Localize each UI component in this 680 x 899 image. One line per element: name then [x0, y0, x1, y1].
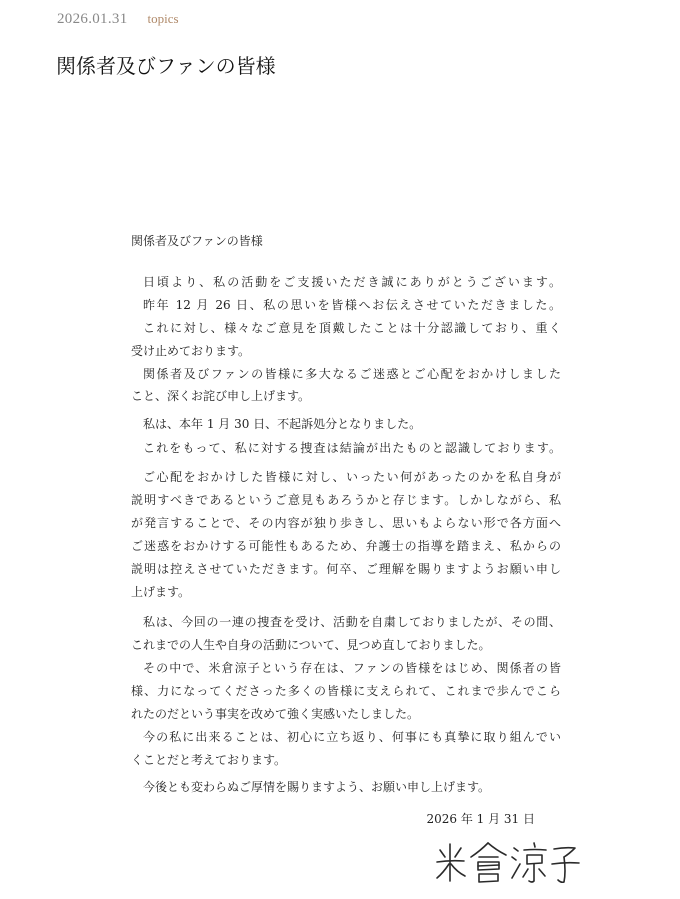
letter-line: 昨年 12 月 26 日、私の思いを皆様へお伝えさせていただきました。: [143, 298, 561, 312]
letter-line: 私は、今回の一連の捜査を受け、活動を自粛しておりましたが、その間、: [143, 615, 561, 629]
letter-line: これに対し、様々なご意見を頂戴したことは十分認識しており、重く: [143, 321, 561, 335]
letter-line: ご迷惑をおかけする可能性もあるため、弁護士の指導を踏まえ、私からの: [131, 539, 561, 553]
letter-line: これをもって、私に対する捜査は結論が出たものと認識しております。: [143, 441, 561, 455]
letter-line: ご心配をおかけした皆様に対し、いったい何があったのかを私自身が: [143, 470, 561, 484]
letter-line: れたのだという事実を改めて強く実感いたしました。: [131, 707, 420, 721]
letter-line: 様、力になってくださった多くの皆様に支えられて、これまで歩んでこら: [131, 684, 561, 698]
post-title: 関係者及びファンの皆様: [56, 54, 276, 78]
letter-date: 2026 年 1 月 31 日: [426, 812, 535, 826]
letter-line: 上げます。: [131, 585, 191, 599]
handwritten-signature: [434, 838, 584, 888]
letter-line: 関係者及びファンの皆様に多大なるご迷惑とご心配をおかけしました: [143, 367, 561, 381]
letter-salutation: 関係者及びファンの皆様: [131, 234, 263, 248]
letter-line: 私は、本年 1 月 30 日、不起訴処分となりました。: [143, 417, 422, 431]
letter-line: 日頃より、私の活動をご支援いただき誠にありがとうございます。: [143, 275, 561, 289]
letter-line: こと、深くお詫び申し上げます。: [131, 389, 311, 403]
post-date: 2026.01.31: [57, 11, 128, 27]
letter-line: 説明は控えさせていただきます。何卒、ご理解を賜りますようお願い申し: [131, 562, 561, 576]
letter-line: その中で、米倉涼子という存在は、ファンの皆様をはじめ、関係者の皆: [143, 661, 561, 675]
post-category-link[interactable]: topics: [147, 11, 179, 26]
letter-line: くことだと考えております。: [131, 753, 287, 767]
letter-line: 受け止めております。: [131, 344, 251, 358]
letter-line: が発言することで、その内容が独り歩きし、思いもよらない形で各方面へ: [131, 516, 561, 530]
letter-line: 説明すべきであるというご意見もあろうかと存じます。しかしながら、私: [131, 493, 561, 507]
letter-line: これまでの人生や自身の活動について、見つめ直しておりました。: [131, 638, 491, 652]
letter-line: 今の私に出来ることは、初心に立ち返り、何事にも真摯に取り組んでい: [143, 730, 561, 744]
letter-line: 今後とも変わらぬご厚情を賜りますよう、お願い申し上げます。: [143, 780, 491, 794]
